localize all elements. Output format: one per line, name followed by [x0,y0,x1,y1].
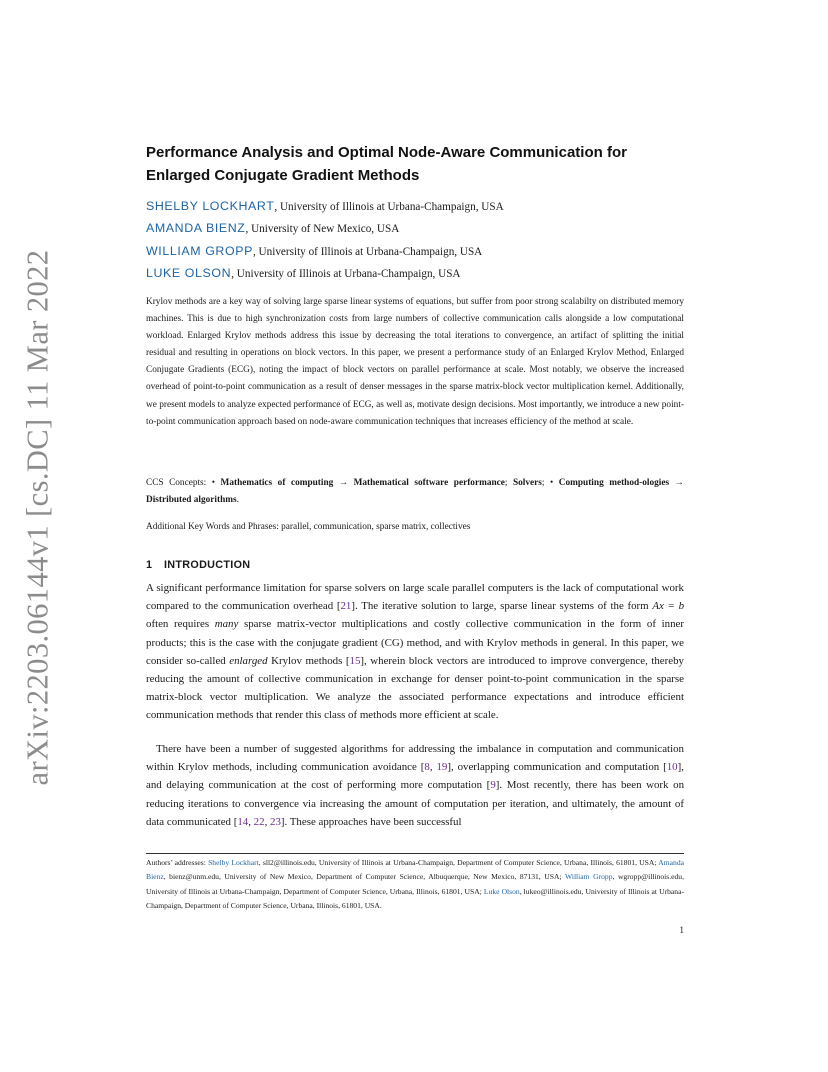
ccs-term: Solvers [512,478,542,488]
intro-paragraph-1 [146,579,684,725]
ccs-bullet: • [211,478,221,488]
section-number: 1 [146,559,153,571]
author-affiliation: , University of Illinois at Urbana-Champaign, USA [231,267,461,280]
author-link[interactable]: Luke Olson [483,886,520,896]
text-run: often requires [146,618,215,631]
paper-title [146,141,684,187]
text-run: A significant performance limitation for sparse solvers on large scale parallel computers is the lack of computational work compared to the communication overhead [ [146,582,684,613]
arxiv-watermark [12,249,64,785]
page-number: 1 [679,926,684,936]
citation-link[interactable]: 9 [490,779,496,792]
citation-link[interactable]: 14 [237,815,249,828]
ccs-term: Distributed algorithms [146,495,237,506]
citation-link[interactable]: 21 [340,600,352,613]
ccs-term: Mathematical software performance [353,478,505,488]
author-entry [146,266,684,288]
text-run: , sll2@illinois.edu, University of Illinois at Urbana-Champaign, Department of Computer Science, Urbana, Illinois, 61801, USA; [258,858,659,867]
intro-paragraph-2 [146,740,684,831]
author-entry [146,199,684,221]
author-list [146,199,684,288]
abstract: Krylov methods are a key way of solving large sparse linear systems of equations, but suffer from poor strong scalabilty on distributed memory machines. This is due to high synchronization costs from large numbers of collective communication calls alongside a low computational workload. Enlarged Krylov methods address this issue by decreasing the total iterations to convergence, an artifact of splitting the initial residual and resulting in operations on block vectors. In this paper, we present a performance study of an Enlarged Krylov Method, Enlarged Conjugate Gradients (ECG), noting the impact of block vectors on parallel performance at scale. Most notably, we observe the increased overhead of point-to-point communication as a result of denser messages in the sparse matrix-block vector multiplication kernel. Additionally, we present models to analyze expected performance of ECG, as well as, motivate design decisions. Most importantly, we introduce a new point-to-point communication approach based on node-aware communication techniques that increases efficiency of the method at scale. [146,297,684,427]
text-run: , [429,761,437,774]
section-title: INTRODUCTION [164,559,251,571]
text-run: , wgropp@illinois.edu, University of Illinois at Urbana-Champaign, Department of Computer Science, Urbana, Illinois, 61801, USA; [146,872,684,896]
text-run: Authors’ addresses: [146,858,209,867]
ccs-bullet: • [550,478,559,488]
equation: Ax = b [652,600,685,613]
author-name: WILLIAM GROPP [146,243,253,258]
author-name: AMANDA BIENZ [146,221,246,236]
text-run: ], wherein block vectors are introduced to improve convergence, thereby reducing the amount of collective communication in exchange for denser point-to-point communication in the sparse matrix-block vector multiplication. We analyze the associated performance expectations and introduce efficient communication methods that render this class of methods more efficient at scale. [146,654,684,722]
emphasis: enlarged [229,654,268,667]
author-entry [146,244,684,266]
section-heading [146,559,684,571]
title-line-2: Enlarged Conjugate Gradient Methods [146,167,420,184]
footnote-divider [146,853,684,854]
text-run: ], and delaying communication at the cost of performing more computation [ [146,761,684,792]
ccs-term: Mathematics of computing [220,478,334,488]
author-name: LUKE OLSON [146,265,232,280]
author-affiliation: , University of New Mexico, USA [245,223,400,236]
text-run: ]. The iterative solution to large, sparse linear systems of the form [351,600,653,613]
text-run: ], overlapping communication and computation [ [447,761,667,774]
citation-link[interactable]: 10 [666,761,678,774]
text-run: , [248,815,254,828]
ccs-label: CCS Concepts: [146,478,212,488]
keywords: Additional Key Words and Phrases: parallel, communication, sparse matrix, collectives [146,522,471,532]
author-affiliation: , University of Illinois at Urbana-Champaign, USA [274,201,504,213]
ccs-arrow: → [669,478,684,488]
text-run: , [264,815,271,828]
text-run: ]. Most recently, there has been work on reducing iterations to convergence via increasing the amount of computation per iteration, and ultimately, the amount of data communicated [ [146,779,685,828]
text-run: , lukeo@illinois.edu, University of Illinois at Urbana-Champaign, Department of Computer Science, Urbana, Illinois, 61801, USA. [146,886,684,911]
citation-link[interactable]: 19 [436,761,448,774]
citation-link[interactable]: 23 [270,815,281,828]
emphasis: many [214,618,239,631]
author-link[interactable]: Amanda Bienz [146,858,684,882]
citation-link[interactable]: 22 [253,815,265,828]
text-run: ]. These approaches have been successful [280,815,462,828]
ccs-end: . [236,495,239,506]
authors-addresses-footnote [146,856,684,914]
author-link[interactable]: William Gropp [564,872,613,882]
author-entry [146,221,684,243]
ccs-concepts [146,475,684,509]
text-run: There have been a number of suggested algorithms for addressing the imbalance in computation and communication within Krylov methods, including communication avoidance [ [146,743,684,774]
author-affiliation: , University of Illinois at Urbana-Champaign, USA [252,245,483,258]
arxiv-id: arXiv:2203.06144v1 [cs.DC] 11 Mar 2022 [20,249,55,785]
ccs-separator: ; [541,478,550,488]
citation-link[interactable]: 8 [424,761,430,774]
citation-link[interactable]: 15 [349,654,361,667]
text-run: Krylov methods [ [267,654,350,667]
ccs-arrow: → [333,478,354,488]
ccs-term: Computing method-ologies [558,478,670,488]
ccs-separator: ; [504,478,513,488]
text-run: sparse matrix-vector multiplications and costly collective communication in the form of inner products; this is the case with the conjugate gradient (CG) method, and with Krylov methods in general. In this paper, we consider so-called [146,618,684,667]
author-link[interactable]: Shelby Lockhart [208,858,259,867]
text-run: , bienz@unm.edu, University of New Mexico, Department of Computer Science, Albuquerque, New Mexico, 87131, USA; [163,872,565,882]
title-line-1: Performance Analysis and Optimal Node-Aware Communication for [146,144,627,161]
author-name: SHELBY LOCKHART [146,199,275,213]
